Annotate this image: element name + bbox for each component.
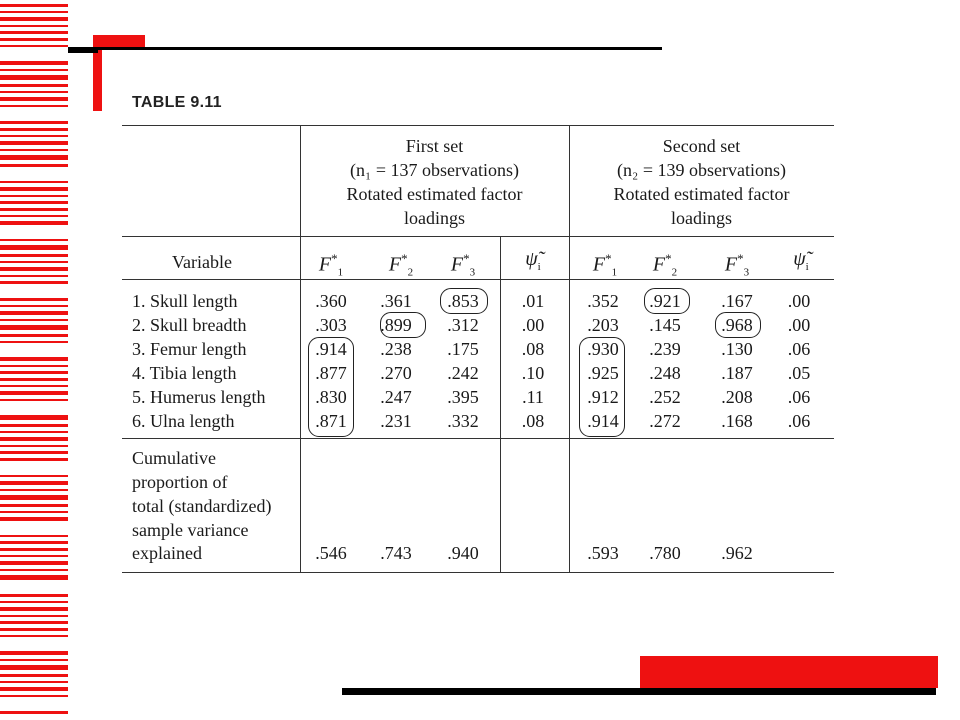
table-title: TABLE 9.11 (132, 94, 222, 111)
column-header-f1-a: $F^*_1$ (318, 251, 344, 279)
cell-value: .239 (649, 339, 681, 359)
decorative-stripe (0, 31, 68, 34)
cell-value: .853 (447, 291, 479, 311)
decorative-stripe (0, 615, 68, 617)
row-label: 2. Skull breadth (132, 315, 247, 335)
cell-value: .05 (787, 363, 811, 383)
decorative-stripe (0, 298, 68, 301)
decorative-stripe (0, 254, 68, 257)
cell-value: .145 (649, 315, 681, 335)
first-set-header-line2: (n₁ = 137 observations) (350, 160, 519, 180)
decorative-stripe (0, 11, 68, 13)
cell-value: .914 (587, 411, 619, 431)
cumulative-value: .940 (447, 543, 479, 563)
table-panel (108, 80, 838, 580)
decorative-stripe (0, 208, 68, 211)
decorative-stripe (0, 267, 68, 271)
decorative-stripe (0, 475, 68, 477)
decorative-stripe (0, 569, 68, 571)
cell-value: .871 (315, 411, 347, 431)
decorative-stripe (0, 75, 68, 80)
highlight-circle-a-f3-row1 (440, 288, 488, 314)
decorative-stripe (0, 187, 68, 191)
cumulative-label-line4: sample variance (132, 520, 249, 540)
decorative-stripe (0, 535, 68, 537)
cell-value: .167 (721, 291, 753, 311)
cell-value: .930 (587, 339, 619, 359)
decorative-stripe (0, 424, 68, 427)
highlight-circle-a-f1-group (308, 337, 354, 437)
cell-value: .130 (721, 339, 753, 359)
second-set-header-line3: Rotated estimated factor (613, 184, 790, 204)
cell-value: .168 (721, 411, 753, 431)
cell-value: .252 (649, 387, 681, 407)
cell-value: .332 (447, 411, 479, 431)
second-set-header-line4: loadings (671, 208, 732, 228)
cell-value: .312 (447, 315, 479, 335)
decorative-stripe (0, 489, 68, 491)
decorative-stripe (0, 391, 68, 395)
decorative-stripe (0, 601, 68, 603)
decorative-stripe (0, 201, 68, 204)
cell-value: .08 (521, 411, 545, 431)
decorative-stripe (0, 607, 68, 611)
decorative-stripe (0, 91, 68, 93)
decorative-stripe (0, 445, 68, 447)
cell-value: .925 (587, 363, 619, 383)
highlight-circle-b-f2-row1 (644, 288, 690, 314)
cell-value: .248 (649, 363, 681, 383)
cumulative-label-line1: Cumulative (132, 448, 216, 468)
decorative-stripe (0, 575, 68, 580)
row-label: 1. Skull length (132, 291, 238, 311)
cell-value: .361 (380, 291, 412, 311)
decorative-stripe (0, 38, 68, 41)
decorative-stripe (0, 511, 68, 513)
cell-value: .06 (787, 339, 811, 359)
cell-value: .914 (315, 339, 347, 359)
decorative-stripe (0, 517, 68, 521)
decorative-stripe (0, 458, 68, 461)
decorative-stripe (0, 451, 68, 454)
cell-value: .272 (649, 411, 681, 431)
cumulative-label-line5: explained (132, 543, 202, 563)
decorative-stripe (0, 385, 68, 387)
column-header-psi-b: $\psĩ_i$ (793, 248, 809, 273)
cell-value: .270 (380, 363, 412, 383)
decorative-stripe (0, 25, 68, 27)
decorative-stripe (0, 548, 68, 551)
cumulative-value: .962 (721, 543, 753, 563)
decorative-stripe (0, 45, 68, 47)
cell-value: .395 (447, 387, 479, 407)
cell-value: .00 (787, 315, 811, 335)
rule-body-bottom (122, 438, 834, 439)
cell-value: .912 (587, 387, 619, 407)
decorative-stripe (0, 135, 68, 137)
cumulative-value: .780 (649, 543, 681, 563)
highlight-circle-b-f1-group (579, 337, 625, 437)
cell-value: .360 (315, 291, 347, 311)
decorative-stripe (0, 105, 68, 107)
second-set-header-line1: Second set (662, 136, 741, 156)
decorative-stripe (0, 659, 68, 661)
decorative-stripe (0, 311, 68, 315)
highlight-circle-a-f2-row2 (380, 312, 426, 338)
decorative-stripe (0, 97, 68, 101)
cell-value: .08 (521, 339, 545, 359)
decorative-stripe (0, 495, 68, 500)
rule-vert-psi-a (500, 236, 501, 572)
first-set-header-line4: loadings (404, 208, 465, 228)
cell-value: .352 (587, 291, 619, 311)
decorative-stripe (0, 431, 68, 433)
rule-table-bottom (122, 572, 834, 573)
cell-value: .247 (380, 387, 412, 407)
cumulative-label-line3: total (standardized) (132, 496, 272, 516)
cell-value: .10 (521, 363, 545, 383)
cumulative-value: .743 (380, 543, 412, 563)
decorative-stripe (0, 261, 68, 263)
row-label: 3. Femur length (132, 339, 247, 359)
decorative-stripe (0, 594, 68, 597)
accent-black-rule-top (68, 47, 662, 50)
decorative-stripe (0, 541, 68, 544)
cell-value: .203 (587, 315, 619, 335)
decorative-stripe (0, 555, 68, 557)
cumulative-value: .546 (315, 543, 347, 563)
cell-value: .187 (721, 363, 753, 383)
decorative-stripe (0, 195, 68, 197)
decorative-stripe (0, 239, 68, 241)
cell-value: .877 (315, 363, 347, 383)
decorative-stripe (0, 69, 68, 71)
column-header-f3-b: $F^*_3$ (724, 251, 750, 279)
column-header-variable: Variable (172, 252, 232, 272)
decorative-stripe (0, 399, 68, 401)
decorative-stripe (0, 365, 68, 367)
decorative-stripe (0, 164, 68, 167)
decorative-stripe (0, 628, 68, 631)
cell-value: .921 (649, 291, 681, 311)
accent-red-bar-vertical (93, 48, 102, 111)
decorative-stripe (0, 319, 68, 321)
rule-header-mid (122, 236, 834, 237)
decorative-stripe (0, 121, 68, 124)
cell-value: .11 (522, 387, 544, 407)
first-set-header-line1: First set (405, 136, 464, 156)
row-label: 6. Ulna length (132, 411, 235, 431)
decorative-stripe (0, 17, 68, 21)
highlight-circle-b-f3-row2 (715, 312, 761, 338)
cell-value: .00 (521, 315, 545, 335)
decorative-stripe (0, 651, 68, 655)
decorative-stripe (0, 357, 68, 361)
second-set-header-line2: (n₂ = 139 observations) (617, 160, 786, 180)
rule-top (122, 125, 834, 126)
decorative-stripe (0, 674, 68, 677)
decorative-stripe (0, 561, 68, 565)
column-header-f3-a: $F^*_3$ (450, 251, 476, 279)
first-set-header-line3: Rotated estimated factor (346, 184, 523, 204)
cell-value: .899 (380, 315, 412, 335)
decorative-stripe (0, 481, 68, 485)
column-header-psi-a: $\psĩ_i$ (525, 248, 541, 273)
decorative-stripe (0, 621, 68, 624)
decorative-stripe (0, 61, 68, 65)
cell-value: .175 (447, 339, 479, 359)
decorative-stripe (0, 245, 68, 250)
decorative-stripe (0, 325, 68, 330)
accent-black-rule-bottom (342, 688, 936, 695)
decorative-stripe (0, 128, 68, 131)
cell-value: .06 (787, 411, 811, 431)
decorative-stripe (0, 334, 68, 337)
column-header-f2-b: $F^*_2$ (652, 251, 678, 279)
accent-black-stub (68, 47, 98, 53)
decorative-stripe (0, 371, 68, 374)
decorative-stripe (0, 215, 68, 217)
decorative-stripe (0, 149, 68, 151)
decorative-stripe (0, 695, 68, 697)
decorative-stripe (0, 155, 68, 160)
decorative-stripe (0, 711, 68, 714)
cell-value: .01 (521, 291, 545, 311)
accent-red-block-bottom (640, 656, 938, 688)
row-label: 5. Humerus length (132, 387, 266, 407)
decorative-stripe (0, 181, 68, 183)
column-header-f1-b: $F^*_1$ (592, 251, 618, 279)
cumulative-label-line2: proportion of (132, 472, 228, 492)
decorative-stripe (0, 504, 68, 507)
decorative-stripe (0, 141, 68, 145)
decorative-stripe (0, 84, 68, 87)
cell-value: .830 (315, 387, 347, 407)
column-header-f2-a: $F^*_2$ (388, 251, 414, 279)
cell-value: .231 (380, 411, 412, 431)
decorative-stripe (0, 281, 68, 284)
cell-value: .208 (721, 387, 753, 407)
decorative-stripe-band (0, 0, 68, 720)
decorative-stripe (0, 437, 68, 441)
decorative-stripe (0, 305, 68, 307)
cell-value: .968 (721, 315, 753, 335)
decorative-stripe (0, 221, 68, 225)
cell-value: .238 (380, 339, 412, 359)
cell-value: .06 (787, 387, 811, 407)
decorative-stripe (0, 341, 68, 343)
decorative-stripe (0, 415, 68, 420)
decorative-stripe (0, 687, 68, 691)
row-label: 4. Tibia length (132, 363, 237, 383)
decorative-stripe (0, 378, 68, 381)
cumulative-value: .593 (587, 543, 619, 563)
cell-value: .00 (787, 291, 811, 311)
decorative-stripe (0, 635, 68, 637)
cell-value: .303 (315, 315, 347, 335)
decorative-stripe (0, 681, 68, 683)
decorative-stripe (0, 275, 68, 277)
cell-value: .242 (447, 363, 479, 383)
decorative-stripe (0, 4, 68, 7)
decorative-stripe (0, 665, 68, 670)
